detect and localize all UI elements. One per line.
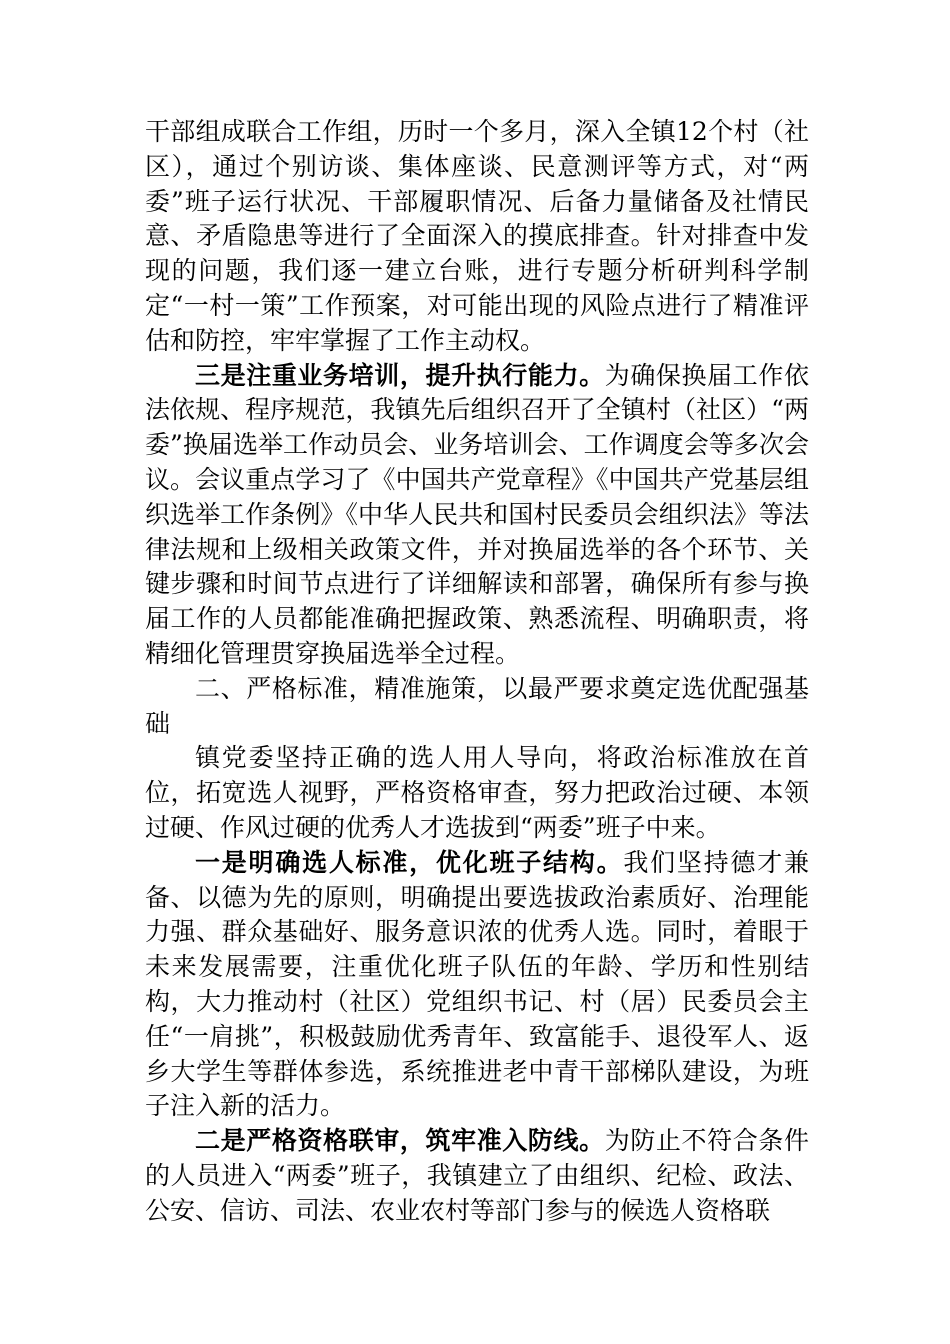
paragraph-lead-bold: 三是注重业务培训，提升执行能力。 [195,360,605,390]
paragraph-text: 为防止不符合条件的人员进入“两委”班子，我镇建立了由组织、纪检、政法、公安、信访、司法、农业农村等部门参与的候选人资格联 [145,1126,809,1225]
paragraph-text: 镇党委坚持正确的选人用人导向，将政治标准放在首位，拓宽选人视野，严格资格审查，努力把政治过硬、本领过硬、作风过硬的优秀人才选拔到“两委”班子中来。 [145,743,809,842]
section-heading-text: 二、严格标准，精准施策，以最严要求奠定选优配强基础 [145,673,809,738]
paragraph-lead-bold: 二是严格资格联审，筑牢准入防线。 [195,1126,605,1156]
paragraph-training [145,359,809,672]
paragraph-text: 干部组成联合工作组，历时一个多月，深入全镇12个村（社区），通过个别访谈、集体座谈、民意测评等方式，对“两委”班子运行状况、干部履职情况、后备力量储备及社情民意、矛盾隐患等进行了全面深入的摸底排查。针对排查中发现的问题，我们逐一建立台账，进行专题分析研判科学制定“一村一策”工作预案，对可能出现的风险点进行了精准评估和防控，牢牢掌握了工作主动权。 [145,117,809,355]
paragraph-qualification-review [145,1124,809,1228]
section-heading-two [145,672,809,742]
paragraph-text: 为确保换届工作依法依规、程序规范，我镇先后组织召开了全镇村（社区）“两委”换届选举工作动员会、业务培训会、工作调度会等多次会议。会议重点学习了《中国共产党章程》《中国共产党基层组织选举工作条例》《中华人民共和国村民委员会组织法》等法律法规和上级相关政策文件，并对换届选举的各个环节、关键步骤和时间节点进行了详细解读和部署，确保所有参与换届工作的人员都能准确把握政策、熟悉流程、明确职责，将精细化管理贯穿换届选举全过程。 [145,360,809,668]
paragraph-investigation [145,115,809,359]
paragraph-lead-bold: 一是明确选人标准，优化班子结构。 [195,847,624,877]
paragraph-selection-guidance [145,741,809,845]
document-body [145,115,809,1229]
paragraph-selection-standards [145,846,809,1124]
paragraph-text: 我们坚持德才兼备、以德为先的原则，明确提出要选拔政治素质好、治理能力强、群众基础好、服务意识浓的优秀人选。同时，着眼于未来发展需要，注重优化班子队伍的年龄、学历和性别结构，大力推动村（社区）党组织书记、村（居）民委员会主任“一肩挑”，积极鼓励优秀青年、致富能手、退役军人、返乡大学生等群体参选，系统推进老中青干部梯队建设，为班子注入新的活力。 [145,847,809,1121]
